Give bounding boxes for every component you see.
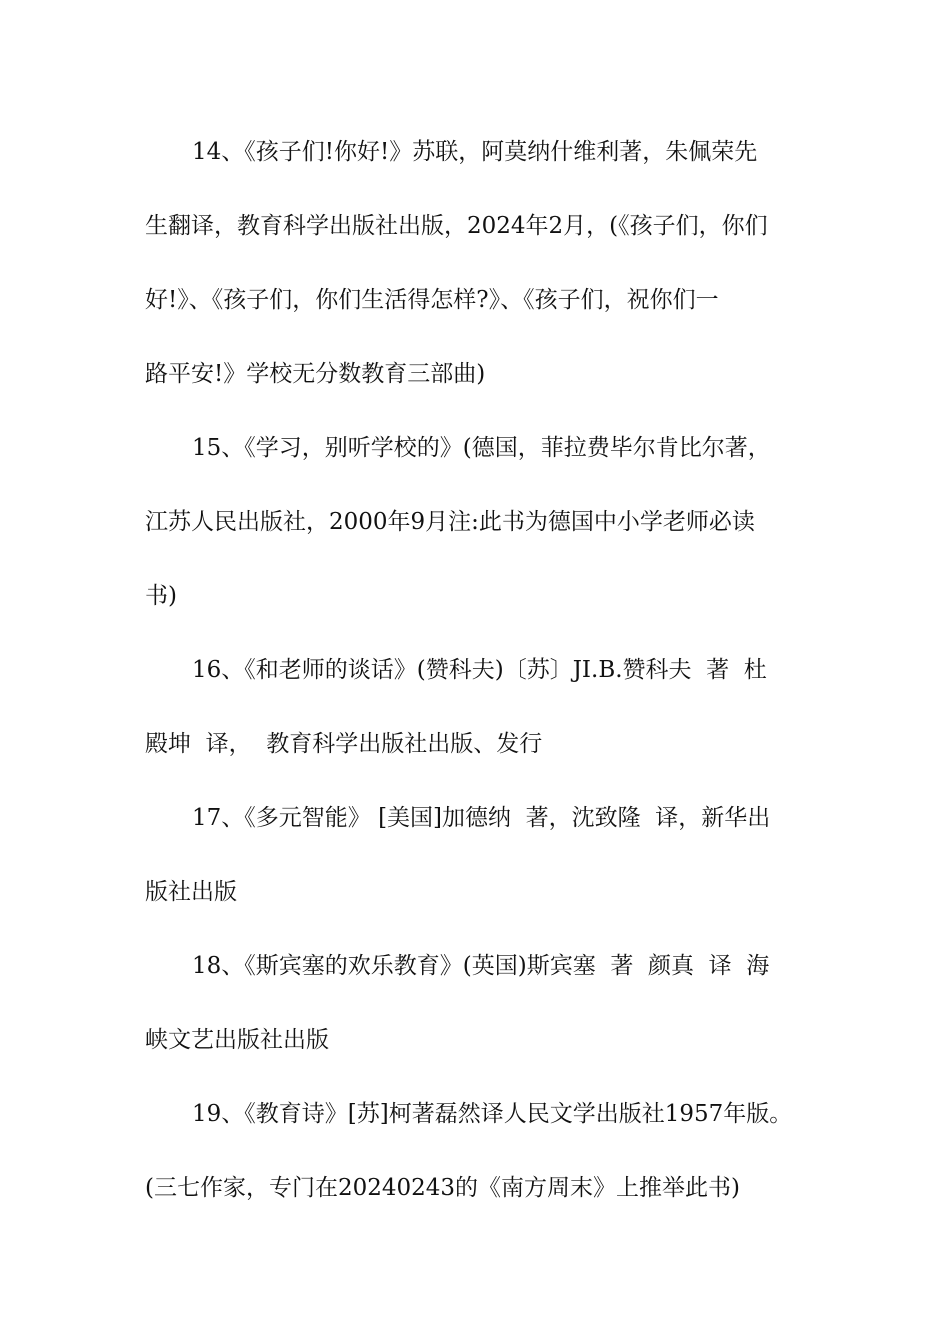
text-line: 好!》、《孩子们，你们生活得怎样?》、《孩子们，祝你们一: [145, 287, 719, 313]
paragraph-17: [145, 794, 810, 942]
text-line: 15、《学习，别听学校的》(德国，菲拉费毕尔肯比尔著，: [192, 435, 771, 461]
text-line: 16、《和老师的谈话》(赞科夫)〔苏〕JI.B.赞科夫 著 杜: [192, 657, 767, 683]
text-line: 版社出版: [145, 879, 237, 905]
text-line: 17、《多元智能》 [美国]加德纳 著，沈致隆 译，新华出: [192, 805, 771, 831]
text-line: 路平安!》学校无分数教育三部曲): [145, 361, 486, 387]
text-line: 19、《教育诗》[苏]柯著磊然译人民文学出版社1957年版。: [192, 1101, 793, 1127]
text-line: 殿坤 译， 教育科学出版社出版、发行: [145, 731, 543, 757]
text-line: 峡文艺出版社出版: [145, 1027, 329, 1053]
paragraph-14: [145, 128, 810, 424]
paragraph-19: [145, 1090, 810, 1238]
text-line: 江苏人民出版社，2000年9月注:此书为德国中小学老师必读: [145, 509, 755, 535]
text-line: 14、《孩子们!你好!》苏联，阿莫纳什维利著，朱佩荣先: [192, 139, 758, 165]
paragraph-18: [145, 942, 810, 1090]
text-line: 生翻译，教育科学出版社出版，2024年2月，(《孩子们，你们: [145, 213, 768, 239]
paragraph-16: [145, 646, 810, 794]
text-line: 书): [145, 583, 177, 609]
document-body: [145, 128, 810, 1238]
paragraph-15: [145, 424, 810, 646]
text-line: 18、《斯宾塞的欢乐教育》(英国)斯宾塞 著 颜真 译 海: [192, 953, 770, 979]
text-line: (三七作家，专门在20240243的《南方周末》上推举此书): [145, 1175, 741, 1201]
